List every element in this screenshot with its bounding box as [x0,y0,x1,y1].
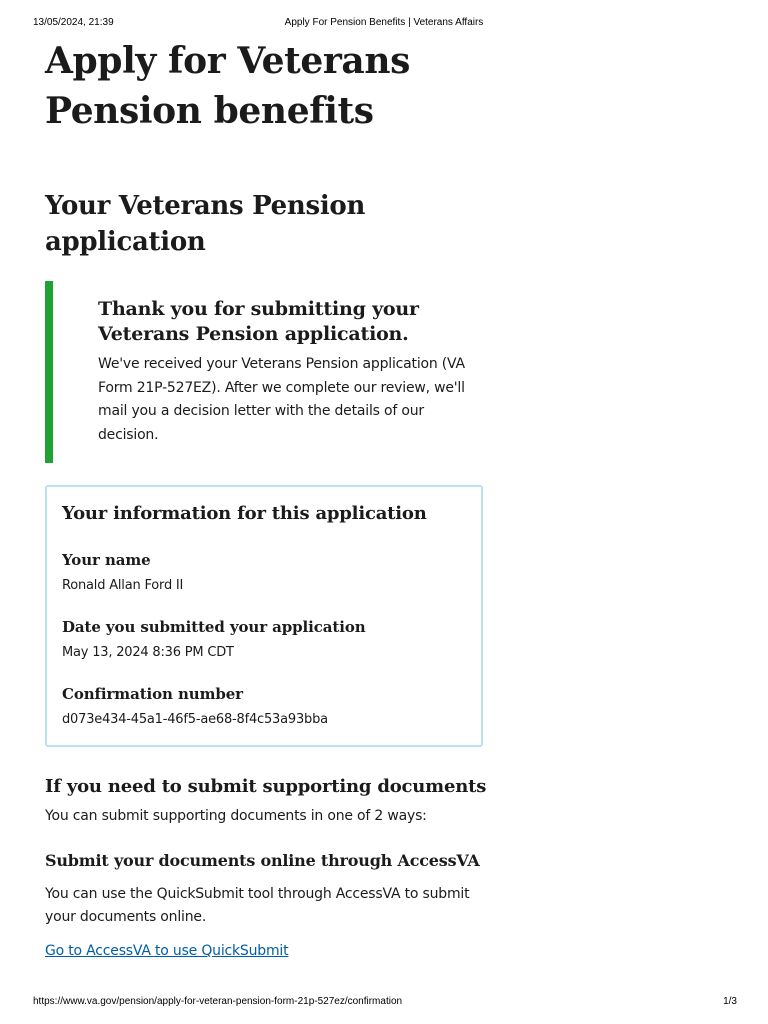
supporting-docs-intro: You can submit supporting documents in one of 2 ways: [45,808,427,824]
main-content [45,36,495,961]
online-submission-heading: Submit your documents online through AccessVA [45,851,480,870]
success-alert [45,281,495,463]
application-info-box [45,485,483,747]
name-value: Ronald Allan Ford II [62,578,184,593]
section-title: Your Veterans Pension application [45,191,366,257]
print-footer [0,996,768,1010]
supporting-docs-heading: If you need to submit supporting documents [45,776,487,797]
submitted-date-value: May 13, 2024 8:36 PM CDT [62,645,234,660]
alert-body: We've received your Veterans Pension application (VA Form 21P-527EZ). After we complete our review, we'll mail you a decision letter with the details of our decision. [98,356,465,443]
print-page-indicator: 1/3 [723,996,737,1007]
print-url: https://www.va.gov/pension/apply-for-veteran-pension-form-21p-527ez/confirmation [33,996,403,1007]
confirmation-number-label: Confirmation number [62,685,243,703]
quicksubmit-link[interactable]: Go to AccessVA to use QuickSubmit [45,943,289,959]
submitted-date-label: Date you submitted your application [62,618,366,636]
online-submission-body: You can use the QuickSubmit tool through AccessVA to submit your documents online. [45,886,470,925]
name-label: Your name [62,551,151,569]
print-page-title: Apply For Pension Benefits | Veterans Affairs [284,17,484,28]
confirmation-number-value: d073e434-45a1-46f5-ae68-8f4c53a93bba [62,712,328,727]
print-datetime: 13/05/2024, 21:39 [33,17,114,28]
print-header [0,17,768,31]
page-title: Apply for Veterans Pension benefits [45,40,410,132]
alert-heading: Thank you for submitting your Veterans Pension application. [98,298,419,345]
info-box-heading: Your information for this application [62,503,427,524]
